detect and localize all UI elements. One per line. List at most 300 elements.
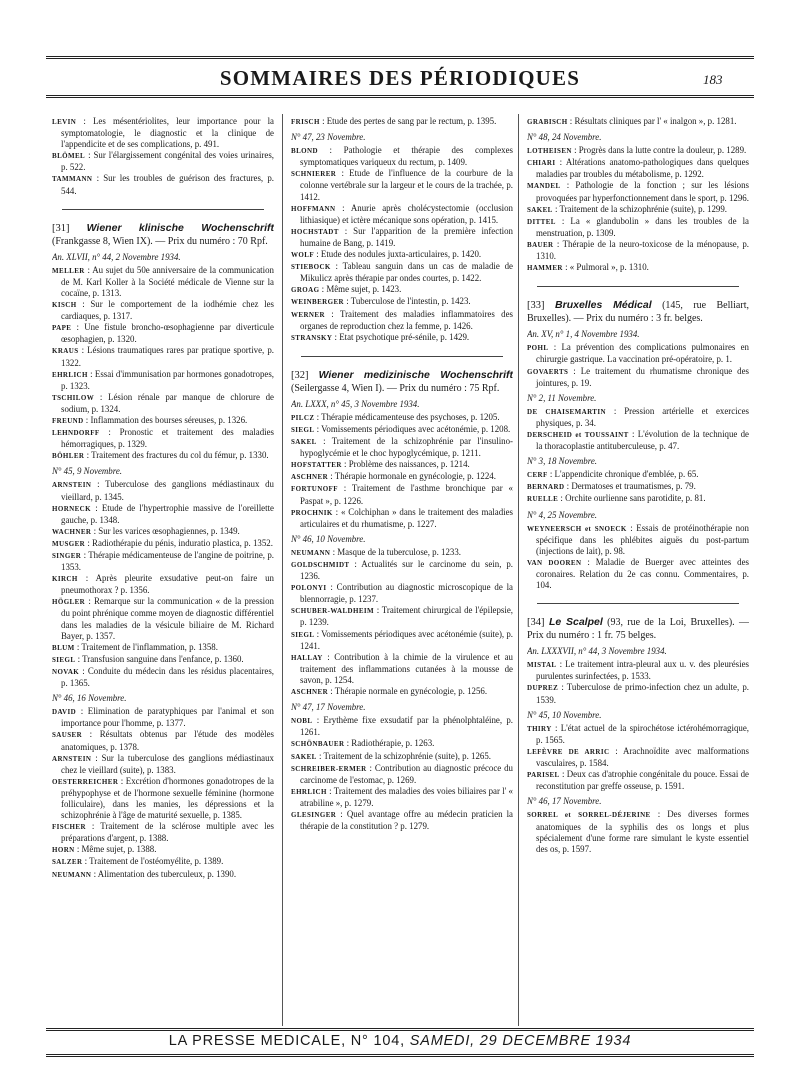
article-title: : Thérapie hormonale en gynécologie, p. 1224. (328, 471, 496, 482)
column-2 (291, 116, 513, 1026)
journal-details: (Frankgasse 8, Wien IX). — Prix du numéro : 70 Rpf. (52, 235, 268, 247)
article-author: NOBL (291, 717, 313, 726)
article-author: VAN DOOREN (527, 558, 582, 567)
article-entry (527, 239, 749, 262)
article-author: TAMMANN (52, 175, 93, 184)
issue-heading: N° 46, 17 Novembre. (527, 796, 602, 807)
article-title: : Les mésentériolites, leur importance pour la symptomatologie, le diagnostic et la clinique de l'appendicite et de ses complications, p. 491. (61, 116, 274, 150)
journal-number: [31] (52, 222, 87, 234)
article-title: : Traitement des maladies des voies biliaires par l' « atrabiline », p. 1279. (300, 785, 513, 808)
article-entry (52, 753, 274, 776)
footer (0, 1033, 800, 1049)
article-title: : Contribution au diagnostic microscopique de la blennorragie, p. 1237. (300, 582, 513, 605)
article-author: HAMMER (527, 264, 563, 273)
header-rule-top (46, 56, 754, 59)
article-entry (52, 392, 274, 415)
issue-heading: An. LXXXVII, n° 44, 3 Novembre 1934. (527, 646, 667, 657)
article-author: STIEBOCK (291, 263, 331, 272)
article-title: : Pression artérielle et exercices physiques, p. 34. (536, 405, 749, 428)
article-entry (52, 654, 274, 666)
article-title: : Tableau sanguin dans un cas de maladie de Mikulicz après thérapie par ondes courtes, p. 1422. (300, 261, 513, 284)
article-author: BAUER (527, 240, 554, 249)
article-entry (291, 751, 513, 763)
article-title: : Alimentation des tuberculeux, p. 1390. (91, 868, 237, 879)
article-title: : « Colchiphan » dans le traitement des maladies articulaires et du rhumatisme, p. 1227. (300, 506, 513, 529)
article-entry (527, 557, 749, 591)
issue-heading: An. XLVII, n° 44, 2 Novembre 1934. (52, 251, 181, 262)
article-title: : « Pulmoral », p. 1310. (562, 262, 649, 273)
article-title: : Des diverses formes anatomiques de la syphilis des os longs et plus spécialement d'une forme rare simulant le kyste essentiel des os, p. 1597. (536, 809, 749, 854)
article-author: HÖGLER (52, 598, 86, 607)
article-entry (291, 483, 513, 506)
article-author: SAKEL (291, 752, 317, 761)
article-entry (527, 659, 749, 682)
article-author: ASCHNER (291, 473, 329, 482)
article-author: SAKEL (527, 205, 553, 214)
article-title: : Problème des naissances, p. 1214. (341, 459, 470, 470)
article-title: : Etat psychotique pré-sénile, p. 1429. (332, 331, 470, 342)
article-title: : Tuberculose des ganglions médiastinaux du vieillard, p. 1345. (61, 479, 274, 502)
article-title: : Erythème fixe exsudatif par la phénolphtaléine, p. 1261. (300, 715, 513, 738)
section-divider (301, 356, 503, 357)
article-author: PILCZ (291, 413, 315, 422)
article-title: : Etude de l'influence de la courbure de la colonne vertébrale sur la largeur et le cours de la trachée, p. 1412. (300, 168, 513, 202)
article-entry (291, 284, 513, 296)
article-author: DUPREZ (527, 684, 559, 693)
article-title: : Sur la tuberculose des ganglions médiastinaux chez le vieillard (suite), p. 1383. (61, 752, 274, 775)
article-author: SCHUBER-WALDHEIM (291, 607, 375, 616)
article-title: : Thérapie médicamenteuse de l'angine de poitrine, p. 1353. (61, 550, 274, 573)
article-entry (52, 596, 274, 641)
article-title: : Progrès dans la lutte contre la douleur, p. 1289. (571, 145, 747, 156)
article-title: : Traitement de la schizophrénie par l'insulino-hypoglycémie et le choc hypoglycémique, p. 1211. (300, 436, 513, 459)
article-title: : Arachnoïdite avec malformations vasculaires, p. 1584. (536, 745, 749, 769)
article-author: CERF (527, 471, 548, 480)
article-author: GROAG (291, 286, 320, 295)
article-author: WEYNEERSCH et SNOECK (527, 524, 627, 533)
article-title: : Traitement de la schizophrénie (suite), p. 1299. (552, 203, 727, 214)
article-entry (52, 503, 274, 526)
journal-name: Bruxelles Médical (555, 299, 652, 312)
article-title: : Quel avantage offre au médecin praticien la thérapie de la constitution ? p. 1279. (300, 808, 513, 832)
article-entry (52, 706, 274, 729)
article-title: : Le traitement intra-pleural aux u. v. des pleurésies purulentes surinfectées, p. 1533. (536, 659, 749, 682)
article-entry (52, 345, 274, 368)
article-entry (52, 856, 274, 868)
article-entry (527, 682, 749, 705)
article-entry (52, 415, 274, 427)
article-entry (527, 723, 749, 746)
journal-number: [34] (527, 617, 549, 629)
article-author: BERNARD (527, 483, 565, 492)
article-entry (291, 686, 513, 698)
issue-heading: N° 4, 25 Novembre. (527, 509, 598, 520)
issue-heading: An. XV, n° 1, 4 Novembre 1934. (527, 329, 640, 340)
issue-heading: N° 47, 17 Novembre. (291, 702, 366, 713)
article-title: : Au sujet du 50e anniversaire de la communication de M. Karl Koller à la Société médicale de Vienne sur la cocaïne, p. 1313. (61, 264, 274, 298)
journal-heading (527, 299, 749, 325)
article-author: NEUMANN (52, 870, 92, 879)
article-title: : Après pleurite exsudative peut-on faire un pneumothorax ? p. 1356. (61, 573, 274, 596)
article-entry (291, 763, 513, 786)
article-author: FRISCH (291, 118, 320, 126)
article-title: : Thérapie normale en gynécologie, p. 1256. (328, 686, 488, 697)
article-entry (52, 550, 274, 573)
article-title: : Traitement de l'inflammation, p. 1358. (74, 641, 218, 652)
article-title: : Transfusion sanguine dans l'enfance, p. 1360. (75, 653, 244, 664)
article-author: PROCHNIK (291, 508, 333, 517)
article-author: LEHNDORFF (52, 429, 100, 438)
article-entry (527, 406, 749, 429)
article-author: HOFFMANN (291, 204, 336, 213)
article-entry (527, 366, 749, 389)
article-title: : Sur l'élargissement congénital des voies urinaires, p. 522. (61, 150, 274, 173)
article-title: : Traitement de la schizophrénie (suite), p. 1265. (316, 750, 491, 761)
article-title: : Orchite ourlienne sans parotidite, p. 81. (558, 493, 706, 504)
article-entry (527, 481, 749, 493)
article-author: WOLF (291, 251, 314, 260)
article-title: : La « glandubolin » dans les troubles de la menstruation, p. 1309. (536, 215, 749, 238)
article-title: : Inflammation des bourses séreuses, p. 1326. (83, 414, 248, 425)
article-author: WACHNER (52, 527, 92, 536)
article-entry (291, 507, 513, 530)
article-title: : Vomissements périodiques avec acétonémie (suite), p. 1241. (300, 628, 513, 651)
article-entry (527, 769, 749, 792)
article-author: SCHREIBER-ERMER (291, 764, 367, 773)
article-title: : Anurie après cholécystectomie (occlusion lithiasique) et ictère mécanique sons opération, p. 1415. (300, 202, 513, 225)
article-entry (291, 168, 513, 202)
article-entry (291, 738, 513, 750)
article-title: : Une fistule broncho-œsophagienne par diverticule œsophagien, p. 1320. (61, 322, 274, 345)
article-title: : Sur les troubles de guérison des fractures, p. 544. (61, 173, 274, 196)
article-author: LEFÈVRE DE ARRIC (527, 747, 610, 756)
article-title: : Essais de protéinothérapie non spécifique dans les phlébites aiguës du post-partum (injections de lait), p. 98. (536, 522, 749, 556)
article-title: : Conduite du médecin dans les résidus placentaires, p. 1365. (61, 665, 274, 689)
journal-heading (291, 369, 513, 395)
page-number: 183 (703, 72, 723, 87)
article-author: KISCH (52, 301, 77, 310)
article-author: BÖHLER (52, 452, 85, 461)
article-title: : Même sujet, p. 1423. (319, 284, 402, 295)
article-author: GOLDSCHMIDT (291, 561, 350, 569)
article-title: : Elimination de paratyphiques par l'animal et son importance pour l'homme, p. 1377. (61, 706, 274, 729)
article-entry (291, 471, 513, 483)
article-title: : Traitement chirurgical de l'épilepsie, p. 1239. (300, 605, 513, 628)
article-author: NEUMANN (291, 548, 331, 557)
article-author: HALLAY (291, 653, 323, 662)
article-entry (52, 116, 274, 150)
article-entry (52, 427, 274, 450)
article-title: : Pronostic et traitement des maladies hémorragiques, p. 1329. (61, 427, 274, 450)
section-divider (537, 603, 739, 604)
article-title: : L'état actuel de la spirochétose ictérohémorragique, p. 1565. (536, 722, 749, 745)
article-author: SCHÖNBAUER (291, 740, 345, 749)
article-author: FREUND (52, 416, 84, 425)
journal-number: [32] (291, 369, 319, 381)
article-author: KRAUS (52, 347, 79, 356)
article-title: : Traitement des fractures du col du fémur, p. 1330. (84, 450, 269, 461)
article-title: : Pathologie et thérapie des complexes symptomatiques variqueux du rectum, p. 1409. (300, 145, 513, 168)
article-entry (291, 582, 513, 605)
article-author: MUSGER (52, 539, 86, 548)
article-author: EHRLICH (291, 787, 327, 796)
article-author: ARNSTEIN (52, 754, 92, 763)
article-entry (527, 809, 749, 854)
article-author: PAPE (52, 324, 72, 333)
article-author: DITTEL (527, 217, 556, 226)
section-divider (537, 286, 739, 287)
article-entry (52, 573, 274, 596)
issue-heading: N° 47, 23 Novembre. (291, 132, 366, 143)
article-entry (52, 666, 274, 689)
article-entry (291, 226, 513, 249)
article-author: ARNSTEIN (52, 481, 92, 490)
journal-heading (527, 616, 749, 642)
article-title: : Sur le comportement de la iodhémie chez les cardiaques, p. 1317. (61, 299, 274, 322)
journal-name: Le Scalpel (548, 616, 603, 629)
article-entry (527, 180, 749, 203)
article-author: OESTERREICHER (52, 777, 119, 786)
article-title: : Thérapie de la neuro-toxicose de la ménopause, p. 1310. (536, 238, 749, 262)
article-entry (527, 145, 749, 157)
journal-details: (Seilergasse 4, Wien I). — Prix du numéro : 75 Rpf. (291, 382, 500, 394)
article-title: : Tuberculose de primo-infection chez un adulte, p. 1539. (536, 682, 749, 705)
article-entry (291, 786, 513, 809)
article-entry (52, 776, 274, 821)
article-author: SIEGL (291, 630, 315, 639)
article-entry (527, 342, 749, 365)
article-entry (52, 869, 274, 881)
article-title: : Actualités sur le carcinome du sein, p. 1236. (300, 559, 513, 582)
article-author: GLESINGER (291, 810, 337, 819)
article-title: : Même sujet, p. 1388. (74, 844, 157, 855)
article-entry (527, 204, 749, 216)
issue-heading: N° 3, 18 Novembre. (527, 456, 598, 467)
article-entry (291, 809, 513, 832)
article-author: DERSCHEID et TOUSSAINT (527, 430, 629, 439)
footer-rule (46, 1028, 754, 1031)
journal-number: [33] (527, 300, 556, 312)
article-author: DAVID (52, 708, 77, 717)
article-title: : Sur l'apparition de la première infection humaine de Bang, p. 1419. (300, 225, 513, 248)
article-title: : Etude de l'hypertrophie massive de l'oreillette gauche, p. 1348. (61, 502, 274, 525)
column-3 (527, 116, 749, 1026)
article-entry (291, 203, 513, 226)
article-title: : Etude des pertes de sang par le rectum, p. 1395. (319, 116, 497, 126)
article-title: : Traitement de l'asthme bronchique par « Paspat », p. 1226. (300, 483, 513, 506)
article-author: POHL (527, 344, 549, 353)
article-author: RUELLE (527, 495, 559, 504)
article-author: SAUSER (52, 731, 83, 740)
journal-name: Wiener klinische Wochenschrift (86, 221, 274, 234)
article-author: HOFSTATTER (291, 461, 342, 470)
article-title: : Dermatoses et traumatismes, p. 79. (564, 481, 696, 492)
article-author: FORTUNOFF (291, 485, 338, 494)
article-title: : Le traitement du rhumatisme chronique des jointures, p. 19. (536, 365, 749, 388)
article-title: : Thérapie médicamenteuse des psychoses, p. 1205. (314, 411, 500, 422)
issue-heading: N° 46, 10 Novembre. (291, 533, 366, 544)
article-author: WEINBERGER (291, 298, 345, 307)
article-title: : Vomissements périodiques avec acétonémie, p. 1208. (314, 423, 511, 434)
article-author: SINGER (52, 552, 82, 560)
journal-name: Wiener medizinische Wochenschrift (318, 368, 513, 381)
issue-heading: N° 45, 10 Novembre. (527, 709, 602, 720)
article-author: MISTAL (527, 661, 557, 670)
article-author: DE CHAISEMARTIN (527, 407, 606, 416)
article-entry (291, 424, 513, 436)
article-entry (291, 296, 513, 308)
article-entry (527, 493, 749, 505)
issue-heading: An. LXXX, n° 45, 3 Novembre 1934. (291, 398, 420, 409)
article-title: : Traitement de la sclérose multiple avec les préparations d'argent, p. 1388. (61, 821, 274, 844)
article-entry (52, 150, 274, 173)
article-title: : Contribution au diagnostic précoce du carcinome de l'estomac, p. 1269. (300, 762, 513, 785)
footer-journal: LA PRESSE MEDICALE, N° 104, (168, 1033, 405, 1049)
article-author: SORREL et SORREL-DÉJERINE (527, 811, 651, 820)
article-title: : Altérations anatomo-pathologiques dans quelques maladies par troubles du métabolisme, p. 1292. (536, 157, 749, 180)
article-author: SAKEL (291, 438, 317, 447)
article-title: : Radiothérapie du pénis, induratio plastica, p. 1352. (85, 537, 273, 548)
article-author: MANDEL (527, 182, 561, 191)
article-entry (527, 216, 749, 239)
article-author: NOVAK (52, 667, 80, 676)
article-entry (291, 436, 513, 459)
article-entry (527, 429, 749, 452)
article-title: : Tuberculose de l'intestin, p. 1423. (344, 296, 471, 307)
article-entry (527, 116, 749, 128)
article-author: THIRY (527, 724, 552, 733)
article-entry (52, 642, 274, 654)
article-entry (291, 116, 513, 128)
issue-heading: N° 46, 16 Novembre. (52, 693, 127, 704)
article-entry (527, 157, 749, 180)
article-title: : Masque de la tuberculose, p. 1233. (330, 546, 461, 557)
article-entry (52, 369, 274, 392)
header-rule-bottom (46, 95, 754, 98)
article-author: GRABISCH (527, 118, 568, 126)
article-title: : Deux cas d'atrophie congénitale du pouce. Essai de reconstitution par greffe osseuse, p. 1591. (536, 769, 749, 792)
article-author: HORN (52, 846, 75, 855)
article-entry (291, 332, 513, 344)
article-entry (291, 249, 513, 261)
page-title: SOMMAIRES DES PÉRIODIQUES (219, 66, 581, 90)
issue-heading: N° 2, 11 Novembre. (527, 392, 597, 403)
article-entry (291, 261, 513, 284)
article-title: : Excrétion d'hormones gonadotropes de la préhypophyse et de l'hormone sexuelle féminine (hormone folliculaire), dans les manies, les dépressions et la schizophrénie à l'âge de maturité sexuelle, p. 1385. (61, 775, 274, 821)
journal-details: (93, rue de la Loi, Bruxelles). — Prix du numéro : 1 fr. 75 belges. (527, 617, 749, 642)
article-author: GOVAERTS (527, 367, 569, 376)
article-entry (527, 262, 749, 274)
article-title: : Radiothérapie, p. 1263. (344, 738, 435, 749)
article-entry (291, 459, 513, 471)
article-title: : Lésion rénale par manque de chlorure de sodium, p. 1324. (61, 391, 274, 414)
article-entry (52, 821, 274, 844)
article-entry (52, 538, 274, 550)
article-entry (527, 746, 749, 769)
article-entry (52, 479, 274, 502)
article-entry (52, 299, 274, 322)
article-author: POLONYI (291, 584, 327, 593)
article-author: HORNECK (52, 504, 91, 513)
article-author: HOCHSTADT (291, 227, 339, 236)
article-title: : Traitement des maladies inflammatoires des organes de reproduction chez la femme, p. 1426. (300, 308, 513, 331)
article-entry (52, 450, 274, 462)
article-title: : L'appendicite chronique d'emblée, p. 65. (547, 469, 699, 480)
article-title: : Essai d'immunisation par hormones gonadotropes, p. 1323. (61, 368, 274, 391)
article-author: SCHNIERER (291, 170, 337, 179)
article-entry (291, 559, 513, 582)
article-entry (291, 652, 513, 686)
column-1 (52, 116, 274, 1026)
article-author: MELLER (52, 266, 85, 275)
article-title: : Contribution à la chimie de la virulence et au traitement des inflammations cutanées à la mousse de savon, p. 1254. (300, 651, 513, 685)
article-entry (527, 469, 749, 481)
article-title: : Résultats cliniques par l' « inalgon », p. 1281. (567, 116, 737, 126)
article-entry (527, 523, 749, 557)
article-entry (291, 309, 513, 332)
article-author: LOTHEISEN (527, 147, 572, 156)
article-title: : Etude des nodules juxta-articulaires, p. 1420. (314, 249, 482, 260)
article-entry (291, 605, 513, 628)
article-entry (291, 412, 513, 424)
article-author: TSCHILOW (52, 393, 95, 402)
issue-heading: N° 45, 9 Novembre. (52, 466, 123, 477)
article-author: SALZER (52, 858, 83, 867)
article-title: : L'évolution de la technique de la thoracoplastie antituberculeuse, p. 47. (536, 428, 749, 452)
article-title: : Lésions traumatiques rares par pratique sportive, p. 1322. (61, 345, 274, 368)
article-title: : Résultats obtenus par l'étude des modèles anatomiques, p. 1378. (61, 729, 274, 752)
article-title: : Remarque sur la communication « de la pression du point phrénique comme moyen de diagnostic différentiel dans les maladies de la vésicule biliaire de M. Richard Bayer, p. 1357. (61, 596, 274, 641)
column-separator (282, 114, 283, 1026)
footer-date: SAMEDI, 29 DECEMBRE 1934 (409, 1033, 632, 1049)
footer-rule-bottom (46, 1054, 754, 1057)
article-entry (291, 145, 513, 168)
article-author: SIEGL (291, 425, 315, 434)
article-author: ASCHNER (291, 688, 329, 697)
article-author: SIEGL (52, 655, 76, 664)
article-title: : La prévention des complications pulmonaires en chirurgie gastrique. La vaccination pré-opératoire, p. 1. (536, 342, 749, 365)
article-entry (291, 547, 513, 559)
issue-heading: N° 48, 24 Novembre. (527, 132, 602, 143)
article-author: CHIARI (527, 159, 556, 168)
article-author: BLOND (291, 147, 318, 156)
article-author: WERNER (291, 310, 325, 319)
article-entry (52, 322, 274, 345)
journal-details: (145, rue Belliart, Bruxelles). — Prix du numéro : 3 fr. belges. (527, 300, 749, 325)
section-divider (62, 209, 264, 210)
article-author: EHRLICH (52, 370, 88, 379)
article-title: : Maladie de Buerger avec atteintes des coronaires. Relation du 2e cas connu. Commentaires, p. 104. (536, 556, 749, 591)
article-author: FISCHER (52, 823, 86, 832)
article-author: BLÖMEL (52, 152, 86, 161)
journal-heading (52, 222, 274, 248)
article-entry (52, 844, 274, 856)
article-author: STRANSKY (291, 333, 333, 342)
article-title: : Pathologie de la fonction ; sur les lésions provoquées par hyperfonctionnement dans le sport, p. 1296. (536, 180, 749, 203)
article-title: : Traitement de l'ostéomyélite, p. 1389. (82, 856, 224, 867)
article-entry (52, 173, 274, 196)
article-entry (52, 265, 274, 299)
article-author: KIRCH (52, 575, 78, 584)
article-entry (52, 729, 274, 752)
article-title: : Sur les varices œsophagiennes, p. 1349. (91, 525, 240, 536)
article-entry (291, 715, 513, 738)
article-author: LEVIN (52, 118, 77, 126)
article-author: BLUM (52, 643, 75, 652)
column-separator (518, 114, 519, 1026)
article-entry (291, 629, 513, 652)
article-entry (52, 526, 274, 538)
